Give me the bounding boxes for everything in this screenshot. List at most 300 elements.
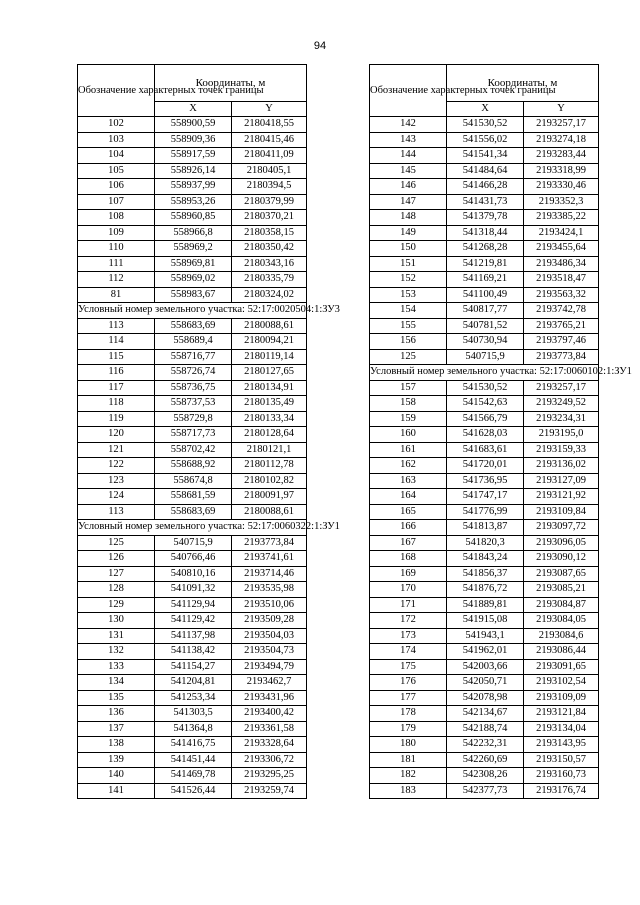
table-row bbox=[78, 644, 307, 660]
table-row bbox=[78, 179, 307, 195]
table-row bbox=[78, 613, 307, 629]
table-row bbox=[78, 551, 307, 567]
table-row bbox=[78, 442, 307, 458]
coord-x: 558688,92 bbox=[155, 458, 232, 474]
coord-y: 2180127,65 bbox=[232, 365, 307, 381]
point-number: 150 bbox=[370, 241, 447, 257]
coord-x: 541736,95 bbox=[447, 473, 524, 489]
point-number: 113 bbox=[78, 318, 155, 334]
coord-x: 558726,74 bbox=[155, 365, 232, 381]
coord-x: 558953,26 bbox=[155, 194, 232, 210]
table-row bbox=[370, 597, 599, 613]
table-row bbox=[370, 659, 599, 675]
point-number: 112 bbox=[78, 272, 155, 288]
coord-y: 2180112,78 bbox=[232, 458, 307, 474]
land-plot-heading: Условный номер земельного участка: 52:17:0060322:1:ЗУ1 bbox=[78, 520, 307, 536]
point-number: 173 bbox=[370, 628, 447, 644]
point-number: 119 bbox=[78, 411, 155, 427]
coord-x: 541541,34 bbox=[447, 148, 524, 164]
point-number: 103 bbox=[78, 132, 155, 148]
coord-y: 2193283,44 bbox=[524, 148, 599, 164]
point-number: 160 bbox=[370, 427, 447, 443]
coord-x: 541566,79 bbox=[447, 411, 524, 427]
point-number: 180 bbox=[370, 737, 447, 753]
table-row bbox=[78, 721, 307, 737]
table-row bbox=[370, 427, 599, 443]
coord-x: 558736,75 bbox=[155, 380, 232, 396]
coord-y: 2193773,84 bbox=[232, 535, 307, 551]
point-number: 182 bbox=[370, 768, 447, 784]
coord-x: 558702,42 bbox=[155, 442, 232, 458]
coord-x: 558969,2 bbox=[155, 241, 232, 257]
point-number: 181 bbox=[370, 752, 447, 768]
coord-y: 2193109,84 bbox=[524, 504, 599, 520]
table-row bbox=[78, 225, 307, 241]
coord-x: 558674,8 bbox=[155, 473, 232, 489]
coord-x: 541154,27 bbox=[155, 659, 232, 675]
coord-y: 2193102,54 bbox=[524, 675, 599, 691]
point-number: 151 bbox=[370, 256, 447, 272]
coord-x: 540715,9 bbox=[155, 535, 232, 551]
coord-y: 2193234,31 bbox=[524, 411, 599, 427]
coord-x: 542134,67 bbox=[447, 706, 524, 722]
coord-y: 2180088,61 bbox=[232, 318, 307, 334]
point-number: 117 bbox=[78, 380, 155, 396]
table-row bbox=[78, 504, 307, 520]
coord-y: 2180324,02 bbox=[232, 287, 307, 303]
table-row bbox=[78, 287, 307, 303]
point-number: 157 bbox=[370, 380, 447, 396]
coord-y: 2193361,58 bbox=[232, 721, 307, 737]
table-row bbox=[370, 706, 599, 722]
coord-y: 2193121,84 bbox=[524, 706, 599, 722]
header-y: Y bbox=[232, 102, 307, 117]
table-row bbox=[78, 318, 307, 334]
point-number: 147 bbox=[370, 194, 447, 210]
header-coordinates: Координаты, м bbox=[155, 65, 307, 102]
point-number: 142 bbox=[370, 117, 447, 133]
coord-x: 542003,66 bbox=[447, 659, 524, 675]
coord-y: 2193127,09 bbox=[524, 473, 599, 489]
coord-y: 2193085,21 bbox=[524, 582, 599, 598]
point-number: 122 bbox=[78, 458, 155, 474]
coord-x: 558716,77 bbox=[155, 349, 232, 365]
coord-x: 541091,32 bbox=[155, 582, 232, 598]
table-row bbox=[370, 566, 599, 582]
table-row bbox=[78, 628, 307, 644]
point-number: 179 bbox=[370, 721, 447, 737]
point-number: 138 bbox=[78, 737, 155, 753]
coord-y: 2193330,46 bbox=[524, 179, 599, 195]
table-row bbox=[370, 520, 599, 536]
coord-y: 2193257,17 bbox=[524, 380, 599, 396]
coord-y: 2193176,74 bbox=[524, 783, 599, 799]
table-row bbox=[370, 783, 599, 799]
coord-x: 541268,28 bbox=[447, 241, 524, 257]
coord-x: 541526,44 bbox=[155, 783, 232, 799]
table-row bbox=[370, 194, 599, 210]
section-row bbox=[370, 365, 599, 381]
coord-y: 2193352,3 bbox=[524, 194, 599, 210]
coord-y: 2193109,09 bbox=[524, 690, 599, 706]
coord-x: 541364,8 bbox=[155, 721, 232, 737]
coord-x: 541628,03 bbox=[447, 427, 524, 443]
coord-x: 542078,98 bbox=[447, 690, 524, 706]
coord-y: 2193134,04 bbox=[524, 721, 599, 737]
section-row bbox=[78, 303, 307, 319]
coord-y: 2193518,47 bbox=[524, 272, 599, 288]
table-row bbox=[370, 225, 599, 241]
point-number: 159 bbox=[370, 411, 447, 427]
header-designation: Обозначение характерных точек границы bbox=[78, 65, 155, 117]
point-number: 139 bbox=[78, 752, 155, 768]
point-number: 130 bbox=[78, 613, 155, 629]
table-row bbox=[370, 396, 599, 412]
table-row bbox=[78, 365, 307, 381]
coord-x: 558681,59 bbox=[155, 489, 232, 505]
point-number: 155 bbox=[370, 318, 447, 334]
header-designation: Обозначение характерных точек границы bbox=[370, 65, 447, 117]
coord-x: 541542,63 bbox=[447, 396, 524, 412]
table-row bbox=[78, 132, 307, 148]
header-y: Y bbox=[524, 102, 599, 117]
coord-y: 2193096,05 bbox=[524, 535, 599, 551]
table-row bbox=[370, 287, 599, 303]
point-number: 144 bbox=[370, 148, 447, 164]
coord-y: 2180335,79 bbox=[232, 272, 307, 288]
table-row bbox=[78, 349, 307, 365]
coord-y: 2180119,14 bbox=[232, 349, 307, 365]
coord-x: 541962,01 bbox=[447, 644, 524, 660]
coord-x: 541379,78 bbox=[447, 210, 524, 226]
coord-x: 558683,69 bbox=[155, 318, 232, 334]
table-row bbox=[78, 489, 307, 505]
table-row bbox=[370, 737, 599, 753]
table-row bbox=[370, 349, 599, 365]
point-number: 109 bbox=[78, 225, 155, 241]
point-number: 143 bbox=[370, 132, 447, 148]
coord-x: 541876,72 bbox=[447, 582, 524, 598]
point-number: 107 bbox=[78, 194, 155, 210]
coord-x: 541813,87 bbox=[447, 520, 524, 536]
table-row bbox=[370, 489, 599, 505]
coord-y: 2193742,78 bbox=[524, 303, 599, 319]
table-row bbox=[78, 706, 307, 722]
coord-x: 541820,3 bbox=[447, 535, 524, 551]
point-number: 127 bbox=[78, 566, 155, 582]
table-row bbox=[370, 411, 599, 427]
coord-y: 2193797,46 bbox=[524, 334, 599, 350]
coord-x: 542188,74 bbox=[447, 721, 524, 737]
coord-y: 2193086,44 bbox=[524, 644, 599, 660]
coord-x: 542050,71 bbox=[447, 675, 524, 691]
point-number: 172 bbox=[370, 613, 447, 629]
point-number: 108 bbox=[78, 210, 155, 226]
point-number: 141 bbox=[78, 783, 155, 799]
table-row bbox=[370, 210, 599, 226]
coord-y: 2180379,99 bbox=[232, 194, 307, 210]
coord-y: 2193563,32 bbox=[524, 287, 599, 303]
coord-x: 558926,14 bbox=[155, 163, 232, 179]
table-row bbox=[78, 690, 307, 706]
point-number: 146 bbox=[370, 179, 447, 195]
coord-y: 2193318,99 bbox=[524, 163, 599, 179]
table-row bbox=[370, 334, 599, 350]
point-number: 111 bbox=[78, 256, 155, 272]
table-row bbox=[78, 334, 307, 350]
point-number: 178 bbox=[370, 706, 447, 722]
table-row bbox=[370, 752, 599, 768]
table-row bbox=[370, 768, 599, 784]
coord-x: 542377,73 bbox=[447, 783, 524, 799]
coord-x: 541431,73 bbox=[447, 194, 524, 210]
coord-x: 541416,75 bbox=[155, 737, 232, 753]
table-row bbox=[370, 380, 599, 396]
coord-x: 541856,37 bbox=[447, 566, 524, 582]
point-number: 124 bbox=[78, 489, 155, 505]
table-row bbox=[78, 411, 307, 427]
point-number: 164 bbox=[370, 489, 447, 505]
coord-y: 2180094,21 bbox=[232, 334, 307, 350]
coord-y: 2180134,91 bbox=[232, 380, 307, 396]
table-row bbox=[78, 380, 307, 396]
coord-y: 2193259,74 bbox=[232, 783, 307, 799]
coord-x: 540810,16 bbox=[155, 566, 232, 582]
coordinates-table-left bbox=[77, 64, 340, 799]
coord-y: 2193714,46 bbox=[232, 566, 307, 582]
table-row bbox=[78, 241, 307, 257]
point-number: 135 bbox=[78, 690, 155, 706]
table-row bbox=[78, 163, 307, 179]
point-number: 81 bbox=[78, 287, 155, 303]
coord-y: 2193084,05 bbox=[524, 613, 599, 629]
coord-y: 2193274,18 bbox=[524, 132, 599, 148]
coord-y: 2180091,97 bbox=[232, 489, 307, 505]
point-number: 145 bbox=[370, 163, 447, 179]
table-row bbox=[78, 659, 307, 675]
coord-x: 541683,61 bbox=[447, 442, 524, 458]
table-row bbox=[370, 535, 599, 551]
table-row bbox=[370, 675, 599, 691]
coord-x: 558969,02 bbox=[155, 272, 232, 288]
coord-x: 558909,36 bbox=[155, 132, 232, 148]
coord-x: 541169,21 bbox=[447, 272, 524, 288]
coord-y: 2180394,5 bbox=[232, 179, 307, 195]
coord-y: 2180350,42 bbox=[232, 241, 307, 257]
section-row bbox=[78, 520, 307, 536]
point-number: 116 bbox=[78, 365, 155, 381]
point-number: 131 bbox=[78, 628, 155, 644]
table-row bbox=[370, 241, 599, 257]
table-row bbox=[370, 458, 599, 474]
coord-x: 541466,28 bbox=[447, 179, 524, 195]
point-number: 174 bbox=[370, 644, 447, 660]
coord-y: 2193295,25 bbox=[232, 768, 307, 784]
coord-x: 541889,81 bbox=[447, 597, 524, 613]
coord-y: 2193328,64 bbox=[232, 737, 307, 753]
coord-y: 2180088,61 bbox=[232, 504, 307, 520]
coord-y: 2193462,7 bbox=[232, 675, 307, 691]
table-row bbox=[78, 582, 307, 598]
table-row bbox=[370, 690, 599, 706]
table-row bbox=[370, 117, 599, 133]
coord-y: 2193765,21 bbox=[524, 318, 599, 334]
coord-y: 2180343,16 bbox=[232, 256, 307, 272]
coord-x: 558717,73 bbox=[155, 427, 232, 443]
coord-y: 2193160,73 bbox=[524, 768, 599, 784]
point-number: 165 bbox=[370, 504, 447, 520]
table-row bbox=[370, 721, 599, 737]
coord-y: 2193509,28 bbox=[232, 613, 307, 629]
table-row bbox=[78, 148, 307, 164]
point-number: 121 bbox=[78, 442, 155, 458]
table-row bbox=[78, 396, 307, 412]
coord-x: 542232,31 bbox=[447, 737, 524, 753]
coord-x: 540730,94 bbox=[447, 334, 524, 350]
table-row bbox=[370, 132, 599, 148]
point-number: 125 bbox=[370, 349, 447, 365]
coord-y: 2193084,87 bbox=[524, 597, 599, 613]
coord-y: 2193494,79 bbox=[232, 659, 307, 675]
point-number: 134 bbox=[78, 675, 155, 691]
page-number: 94 bbox=[313, 40, 327, 52]
coord-y: 2193143,95 bbox=[524, 737, 599, 753]
point-number: 161 bbox=[370, 442, 447, 458]
table-row bbox=[78, 117, 307, 133]
coord-y: 2193091,65 bbox=[524, 659, 599, 675]
point-number: 156 bbox=[370, 334, 447, 350]
table-row bbox=[78, 210, 307, 226]
point-number: 137 bbox=[78, 721, 155, 737]
coord-x: 541253,34 bbox=[155, 690, 232, 706]
point-number: 154 bbox=[370, 303, 447, 319]
coord-y: 2180102,82 bbox=[232, 473, 307, 489]
table-row bbox=[370, 318, 599, 334]
table-row bbox=[78, 597, 307, 613]
coord-y: 2193097,72 bbox=[524, 520, 599, 536]
table-row bbox=[370, 256, 599, 272]
coord-y: 2180133,34 bbox=[232, 411, 307, 427]
table-row bbox=[78, 272, 307, 288]
coord-y: 2193087,65 bbox=[524, 566, 599, 582]
point-number: 115 bbox=[78, 349, 155, 365]
table-row bbox=[78, 535, 307, 551]
coord-y: 2180128,64 bbox=[232, 427, 307, 443]
table-row bbox=[370, 504, 599, 520]
table-row bbox=[78, 768, 307, 784]
point-number: 118 bbox=[78, 396, 155, 412]
coord-x: 558966,8 bbox=[155, 225, 232, 241]
coord-x: 541219,81 bbox=[447, 256, 524, 272]
point-number: 110 bbox=[78, 241, 155, 257]
coord-x: 541469,78 bbox=[155, 768, 232, 784]
land-plot-heading: Условный номер земельного участка: 52:17:0060102:1:ЗУ1 bbox=[370, 365, 599, 381]
point-number: 125 bbox=[78, 535, 155, 551]
table-row bbox=[370, 148, 599, 164]
coord-y: 2193121,92 bbox=[524, 489, 599, 505]
point-number: 123 bbox=[78, 473, 155, 489]
coord-x: 558960,85 bbox=[155, 210, 232, 226]
table-row bbox=[370, 473, 599, 489]
point-number: 129 bbox=[78, 597, 155, 613]
coord-x: 541747,17 bbox=[447, 489, 524, 505]
coord-x: 558917,59 bbox=[155, 148, 232, 164]
coord-y: 2193136,02 bbox=[524, 458, 599, 474]
coord-x: 541204,81 bbox=[155, 675, 232, 691]
table-row bbox=[370, 644, 599, 660]
coord-y: 2193773,84 bbox=[524, 349, 599, 365]
coord-y: 2193424,1 bbox=[524, 225, 599, 241]
coordinates-table-right bbox=[369, 64, 632, 799]
table-row bbox=[78, 194, 307, 210]
point-number: 171 bbox=[370, 597, 447, 613]
coord-y: 2180370,21 bbox=[232, 210, 307, 226]
point-number: 176 bbox=[370, 675, 447, 691]
table-row bbox=[370, 551, 599, 567]
table-row bbox=[78, 256, 307, 272]
coord-y: 2193249,52 bbox=[524, 396, 599, 412]
coord-y: 2180358,15 bbox=[232, 225, 307, 241]
point-number: 120 bbox=[78, 427, 155, 443]
coord-y: 2193431,96 bbox=[232, 690, 307, 706]
coord-y: 2193150,57 bbox=[524, 752, 599, 768]
table-row bbox=[78, 752, 307, 768]
table-row bbox=[370, 613, 599, 629]
coord-x: 541530,52 bbox=[447, 380, 524, 396]
coord-y: 2193306,72 bbox=[232, 752, 307, 768]
point-number: 136 bbox=[78, 706, 155, 722]
point-number: 148 bbox=[370, 210, 447, 226]
coord-y: 2193159,33 bbox=[524, 442, 599, 458]
coord-x: 540766,46 bbox=[155, 551, 232, 567]
point-number: 128 bbox=[78, 582, 155, 598]
coord-y: 2193385,22 bbox=[524, 210, 599, 226]
point-number: 102 bbox=[78, 117, 155, 133]
coord-y: 2193084,6 bbox=[524, 628, 599, 644]
coord-x: 541129,42 bbox=[155, 613, 232, 629]
coord-y: 2193486,34 bbox=[524, 256, 599, 272]
coord-y: 2193090,12 bbox=[524, 551, 599, 567]
table-row bbox=[78, 566, 307, 582]
coord-x: 541776,99 bbox=[447, 504, 524, 520]
coord-x: 541100,49 bbox=[447, 287, 524, 303]
coord-x: 558683,69 bbox=[155, 504, 232, 520]
coord-x: 540715,9 bbox=[447, 349, 524, 365]
coord-y: 2193455,64 bbox=[524, 241, 599, 257]
coord-x: 541318,44 bbox=[447, 225, 524, 241]
coord-x: 541943,1 bbox=[447, 628, 524, 644]
point-number: 166 bbox=[370, 520, 447, 536]
coord-y: 2180415,46 bbox=[232, 132, 307, 148]
table-row bbox=[78, 737, 307, 753]
table-row bbox=[370, 582, 599, 598]
land-plot-heading: Условный номер земельного участка: 52:17:0020504:1:ЗУ3 bbox=[78, 303, 307, 319]
coord-y: 2193400,42 bbox=[232, 706, 307, 722]
point-number: 163 bbox=[370, 473, 447, 489]
coord-x: 542308,26 bbox=[447, 768, 524, 784]
coord-y: 2193510,06 bbox=[232, 597, 307, 613]
point-number: 126 bbox=[78, 551, 155, 567]
point-number: 113 bbox=[78, 504, 155, 520]
coord-y: 2180418,55 bbox=[232, 117, 307, 133]
point-number: 152 bbox=[370, 272, 447, 288]
point-number: 167 bbox=[370, 535, 447, 551]
coord-x: 558689,4 bbox=[155, 334, 232, 350]
coord-x: 558969,81 bbox=[155, 256, 232, 272]
coord-x: 541451,44 bbox=[155, 752, 232, 768]
coord-y: 2180121,1 bbox=[232, 442, 307, 458]
coord-y: 2193504,73 bbox=[232, 644, 307, 660]
